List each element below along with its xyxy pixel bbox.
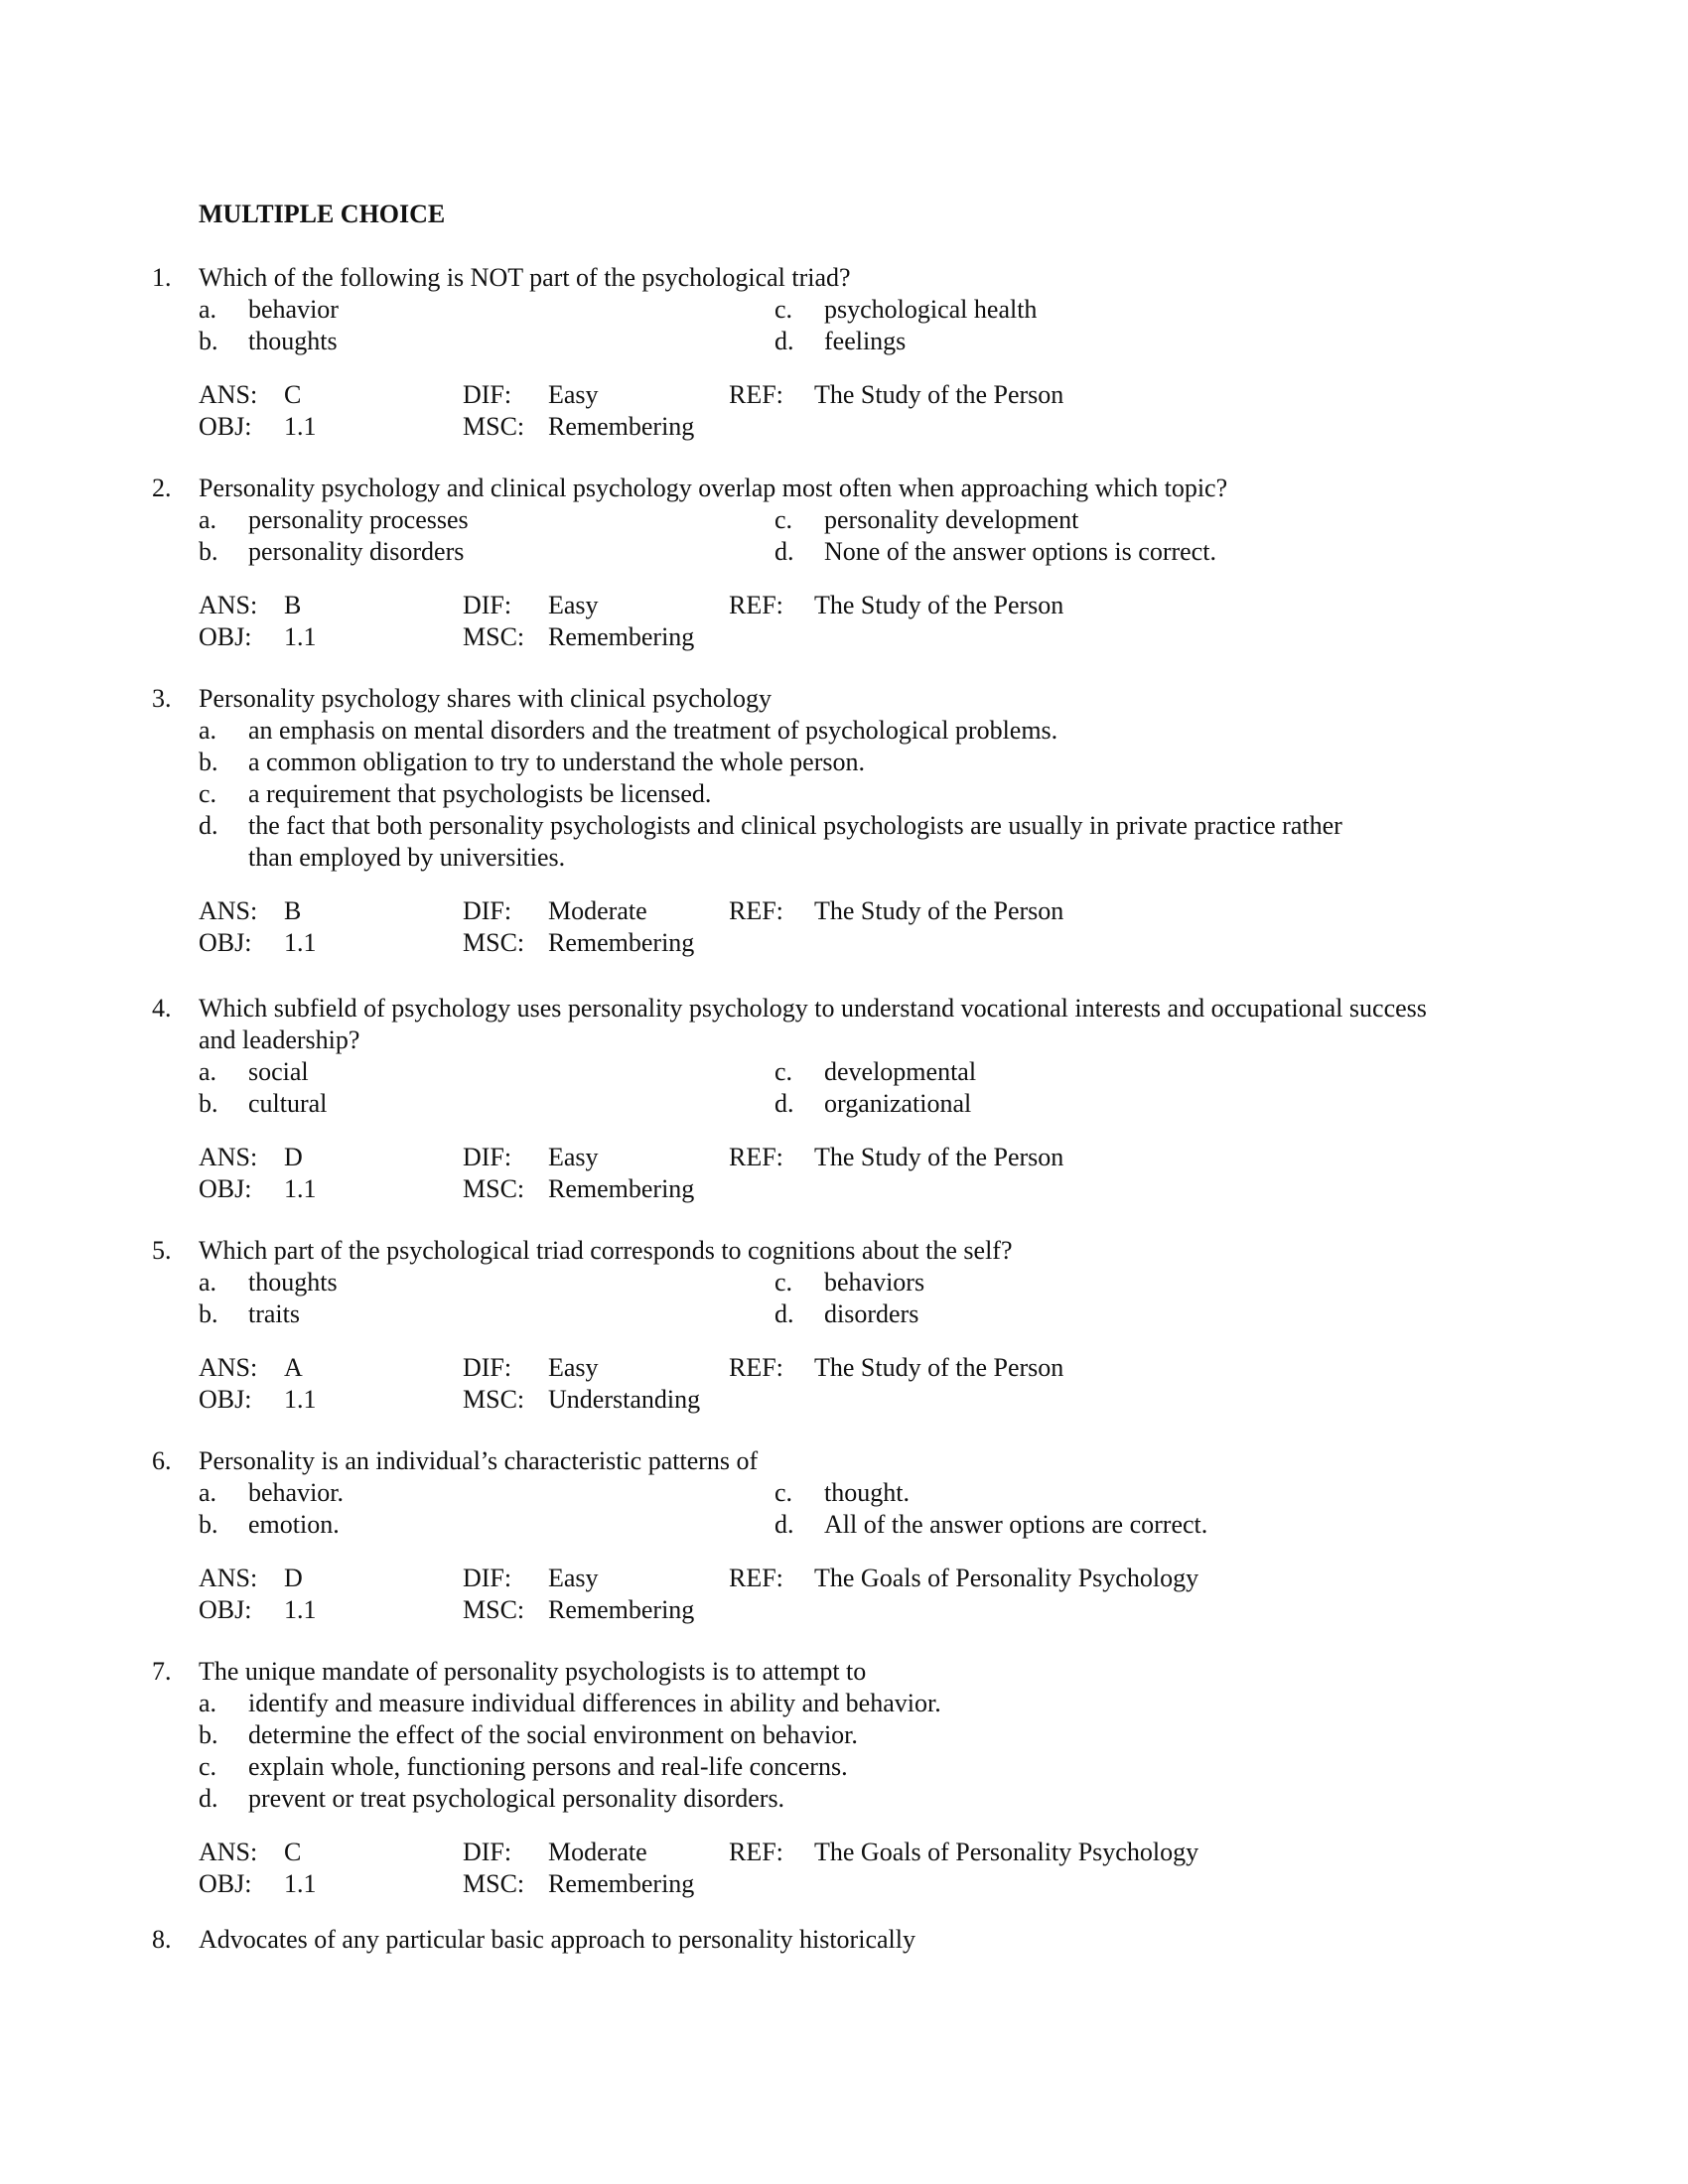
objective-value: 1.1 bbox=[284, 928, 317, 957]
option-text: disorders bbox=[824, 1299, 919, 1328]
ref-label: REF: bbox=[729, 1564, 783, 1592]
question-number: 4. bbox=[152, 994, 172, 1023]
option-text: emotion. bbox=[248, 1510, 340, 1539]
obj-label: OBJ: bbox=[199, 622, 252, 651]
dif-label: DIF: bbox=[463, 591, 512, 619]
reference-value: The Study of the Person bbox=[814, 1353, 1064, 1382]
option-text: personality disorders bbox=[248, 537, 465, 566]
msc-value: Remembering bbox=[548, 1869, 695, 1898]
difficulty-value: Easy bbox=[548, 1564, 599, 1592]
dif-label: DIF: bbox=[463, 1564, 512, 1592]
option-letter: b. bbox=[199, 537, 218, 566]
difficulty-value: Easy bbox=[548, 591, 599, 619]
option-text: traits bbox=[248, 1299, 300, 1328]
question-number: 6. bbox=[152, 1446, 172, 1475]
question-text: Which subfield of psychology uses personality psychology to understand vocational interests and occupational success and leadership? bbox=[199, 994, 1427, 1054]
answer-value: B bbox=[284, 591, 302, 619]
ref-label: REF: bbox=[729, 1838, 783, 1866]
msc-label: MSC: bbox=[463, 412, 525, 441]
reference-value: The Study of the Person bbox=[814, 896, 1064, 925]
msc-label: MSC: bbox=[463, 622, 525, 651]
ans-label: ANS: bbox=[199, 896, 258, 925]
question-text: Personality psychology and clinical psychology overlap most often when approaching which topic? bbox=[199, 474, 1228, 502]
ref-label: REF: bbox=[729, 591, 783, 619]
obj-label: OBJ: bbox=[199, 1174, 252, 1203]
option-text: thoughts bbox=[248, 1268, 338, 1297]
question-number: 3. bbox=[152, 684, 172, 713]
option-text: organizational bbox=[824, 1089, 972, 1118]
ans-label: ANS: bbox=[199, 1564, 258, 1592]
option-letter: a. bbox=[199, 295, 217, 324]
option-text: determine the effect of the social environment on behavior. bbox=[248, 1720, 858, 1749]
msc-label: MSC: bbox=[463, 1869, 525, 1898]
objective-value: 1.1 bbox=[284, 1869, 317, 1898]
option-letter: d. bbox=[774, 1089, 794, 1118]
option-letter: b. bbox=[199, 1089, 218, 1118]
question-number: 8. bbox=[152, 1925, 172, 1954]
option-text: behaviors bbox=[824, 1268, 925, 1297]
answer-value: C bbox=[284, 1838, 302, 1866]
obj-label: OBJ: bbox=[199, 1869, 252, 1898]
question-text: The unique mandate of personality psychologists is to attempt to bbox=[199, 1657, 867, 1686]
question-number: 1. bbox=[152, 263, 172, 292]
option-letter: b. bbox=[199, 1299, 218, 1328]
objective-value: 1.1 bbox=[284, 622, 317, 651]
question-number: 7. bbox=[152, 1657, 172, 1686]
msc-value: Remembering bbox=[548, 1595, 695, 1624]
option-letter: a. bbox=[199, 1689, 217, 1717]
msc-value: Remembering bbox=[548, 1174, 695, 1203]
option-text: personality development bbox=[824, 505, 1079, 534]
option-text: All of the answer options are correct. bbox=[824, 1510, 1208, 1539]
option-text: thought. bbox=[824, 1478, 910, 1507]
obj-label: OBJ: bbox=[199, 1385, 252, 1414]
difficulty-value: Moderate bbox=[548, 896, 647, 925]
option-letter: c. bbox=[199, 1752, 217, 1781]
obj-label: OBJ: bbox=[199, 412, 252, 441]
option-letter: c. bbox=[774, 1268, 793, 1297]
option-letter: c. bbox=[199, 779, 217, 808]
option-letter: d. bbox=[199, 1784, 218, 1813]
msc-value: Understanding bbox=[548, 1385, 701, 1414]
dif-label: DIF: bbox=[463, 1353, 512, 1382]
msc-value: Remembering bbox=[548, 622, 695, 651]
option-text: cultural bbox=[248, 1089, 328, 1118]
ref-label: REF: bbox=[729, 1353, 783, 1382]
msc-value: Remembering bbox=[548, 928, 695, 957]
objective-value: 1.1 bbox=[284, 412, 317, 441]
page-title: MULTIPLE CHOICE bbox=[199, 200, 446, 228]
reference-value: The Study of the Person bbox=[814, 380, 1064, 409]
question-text: Which of the following is NOT part of the psychological triad? bbox=[199, 263, 851, 292]
answer-value: A bbox=[284, 1353, 303, 1382]
dif-label: DIF: bbox=[463, 896, 512, 925]
option-text: personality processes bbox=[248, 505, 469, 534]
answer-value: B bbox=[284, 896, 302, 925]
option-letter: a. bbox=[199, 1478, 217, 1507]
difficulty-value: Easy bbox=[548, 1353, 599, 1382]
question-text: Personality psychology shares with clinical psychology bbox=[199, 684, 772, 713]
option-text: an emphasis on mental disorders and the treatment of psychological problems. bbox=[248, 716, 1058, 745]
option-text: thoughts bbox=[248, 327, 338, 355]
difficulty-value: Easy bbox=[548, 380, 599, 409]
option-letter: d. bbox=[774, 537, 794, 566]
option-letter: d. bbox=[774, 1299, 794, 1328]
option-letter: c. bbox=[774, 505, 793, 534]
option-letter: a. bbox=[199, 1268, 217, 1297]
question-text: Personality is an individual’s characteristic patterns of bbox=[199, 1446, 759, 1475]
option-text: behavior. bbox=[248, 1478, 345, 1507]
answer-value: C bbox=[284, 380, 302, 409]
difficulty-value: Easy bbox=[548, 1143, 599, 1171]
option-letter: c. bbox=[774, 1478, 793, 1507]
objective-value: 1.1 bbox=[284, 1595, 317, 1624]
option-text: a common obligation to try to understand the whole person. bbox=[248, 748, 865, 776]
msc-label: MSC: bbox=[463, 1174, 525, 1203]
option-letter: d. bbox=[774, 327, 794, 355]
msc-label: MSC: bbox=[463, 928, 525, 957]
obj-label: OBJ: bbox=[199, 1595, 252, 1624]
question-number: 5. bbox=[152, 1236, 172, 1265]
option-text: None of the answer options is correct. bbox=[824, 537, 1216, 566]
question-number: 2. bbox=[152, 474, 172, 502]
option-letter: d. bbox=[774, 1510, 794, 1539]
option-text: psychological health bbox=[824, 295, 1038, 324]
objective-value: 1.1 bbox=[284, 1174, 317, 1203]
reference-value: The Study of the Person bbox=[814, 591, 1064, 619]
option-text: prevent or treat psychological personality disorders. bbox=[248, 1784, 785, 1813]
dif-label: DIF: bbox=[463, 1838, 512, 1866]
option-text: feelings bbox=[824, 327, 907, 355]
msc-value: Remembering bbox=[548, 412, 695, 441]
dif-label: DIF: bbox=[463, 1143, 512, 1171]
option-text: explain whole, functioning persons and real-life concerns. bbox=[248, 1752, 848, 1781]
dif-label: DIF: bbox=[463, 380, 512, 409]
option-text: the fact that both personality psychologists and clinical psychologists are usually in private practice rather than employed by universities. bbox=[248, 811, 1342, 872]
ref-label: REF: bbox=[729, 1143, 783, 1171]
option-letter: a. bbox=[199, 505, 217, 534]
option-text: a requirement that psychologists be licensed. bbox=[248, 779, 712, 808]
reference-value: The Goals of Personality Psychology bbox=[814, 1838, 1199, 1866]
option-text: developmental bbox=[824, 1057, 977, 1086]
objective-value: 1.1 bbox=[284, 1385, 317, 1414]
question-text: Which part of the psychological triad corresponds to cognitions about the self? bbox=[199, 1236, 1013, 1265]
question-text: Advocates of any particular basic approach to personality historically bbox=[199, 1925, 915, 1954]
reference-value: The Study of the Person bbox=[814, 1143, 1064, 1171]
ans-label: ANS: bbox=[199, 380, 258, 409]
option-letter: c. bbox=[774, 295, 793, 324]
option-text: social bbox=[248, 1057, 309, 1086]
ref-label: REF: bbox=[729, 896, 783, 925]
ans-label: ANS: bbox=[199, 591, 258, 619]
ans-label: ANS: bbox=[199, 1143, 258, 1171]
option-letter: c. bbox=[774, 1057, 793, 1086]
msc-label: MSC: bbox=[463, 1385, 525, 1414]
option-letter: b. bbox=[199, 748, 218, 776]
ans-label: ANS: bbox=[199, 1838, 258, 1866]
option-letter: b. bbox=[199, 1720, 218, 1749]
option-letter: d. bbox=[199, 811, 218, 840]
obj-label: OBJ: bbox=[199, 928, 252, 957]
option-text: identify and measure individual differences in ability and behavior. bbox=[248, 1689, 941, 1717]
option-text: behavior bbox=[248, 295, 339, 324]
msc-label: MSC: bbox=[463, 1595, 525, 1624]
option-letter: a. bbox=[199, 1057, 217, 1086]
answer-value: D bbox=[284, 1143, 303, 1171]
reference-value: The Goals of Personality Psychology bbox=[814, 1564, 1199, 1592]
ans-label: ANS: bbox=[199, 1353, 258, 1382]
answer-value: D bbox=[284, 1564, 303, 1592]
ref-label: REF: bbox=[729, 380, 783, 409]
option-letter: b. bbox=[199, 327, 218, 355]
difficulty-value: Moderate bbox=[548, 1838, 647, 1866]
option-letter: a. bbox=[199, 716, 217, 745]
option-letter: b. bbox=[199, 1510, 218, 1539]
